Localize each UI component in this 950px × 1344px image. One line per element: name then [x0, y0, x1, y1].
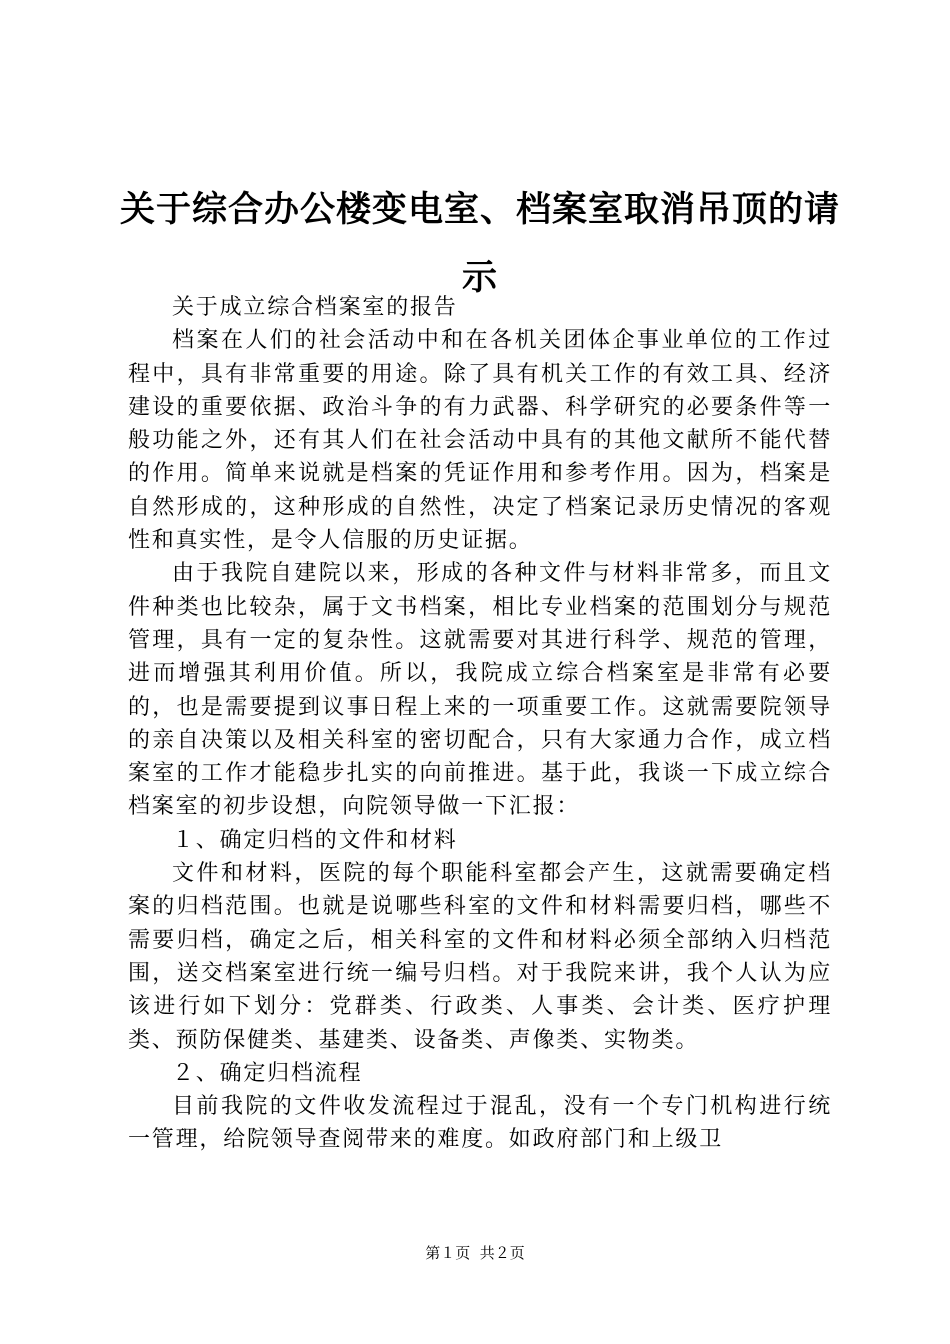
section-heading: １、确定归档的文件和材料 [172, 827, 458, 853]
page-total: 共２页 [479, 1244, 525, 1262]
page-number: 第１页 [425, 1244, 471, 1262]
paragraph: 档案在人们的社会活动中和在各机关团体企事业单位的工作过程中，具有非常重要的用途。除了具有机关工作的有效工具、经济建设的重要依据、政治斗争的有力武器、科学研究的必要条件等一般功能之外，还有其人们在社会活动中具有的其他文献所不能代替的作用。简单来说就是档案的凭证作用和参考作用。因为，档案是自然形成的，这种形成的自然性，决定了档案记录历史情况的客观性和真实性，是令人信服的历史证据。 [128, 328, 832, 554]
paragraph: 由于我院自建院以来，形成的各种文件与材料非常多，而且文件种类也比较杂，属于文书档案，相比专业档案的范围划分与规范管理，具有一定的复杂性。这就需要对其进行科学、规范的管理，进而增强其利用价值。所以，我院成立综合档案室是非常有必要的，也是需要提到议事日程上来的一项重要工作。这就需要院领导的亲自决策以及相关科室的密切配合，只有大家通力合作，成立档案室的工作才能稳步扎实的向前推进。基于此，我谈一下成立综合档案室的初步设想，向院领导做一下汇报： [128, 561, 832, 820]
report-subtitle: 关于成立综合档案室的报告 [172, 295, 458, 320]
paragraph: 目前我院的文件收发流程过于混乱，没有一个专门机构进行统一管理，给院领导查阅带来的难度。如政府部门和上级卫 [128, 1094, 832, 1153]
section-heading: ２、确定归档流程 [172, 1060, 363, 1086]
document-title: 关于综合办公楼变电室、档案室取消吊顶的请示 [119, 189, 840, 298]
paragraph: 文件和材料，医院的每个职能科室都会产生，这就需要确定档案的归档范围。也就是说哪些科室的文件和材料需要归档，哪些不需要归档，确定之后，相关科室的文件和材料必须全部纳入归档范围，送交档案室进行统一编号归档。对于我院来讲，我个人认为应该进行如下划分：党群类、行政类、人事类、会计类、医疗护理类、预防保健类、基建类、设备类、声像类、实物类。 [128, 861, 832, 1053]
document-body [128, 291, 832, 1157]
page-footer [0, 1243, 950, 1263]
